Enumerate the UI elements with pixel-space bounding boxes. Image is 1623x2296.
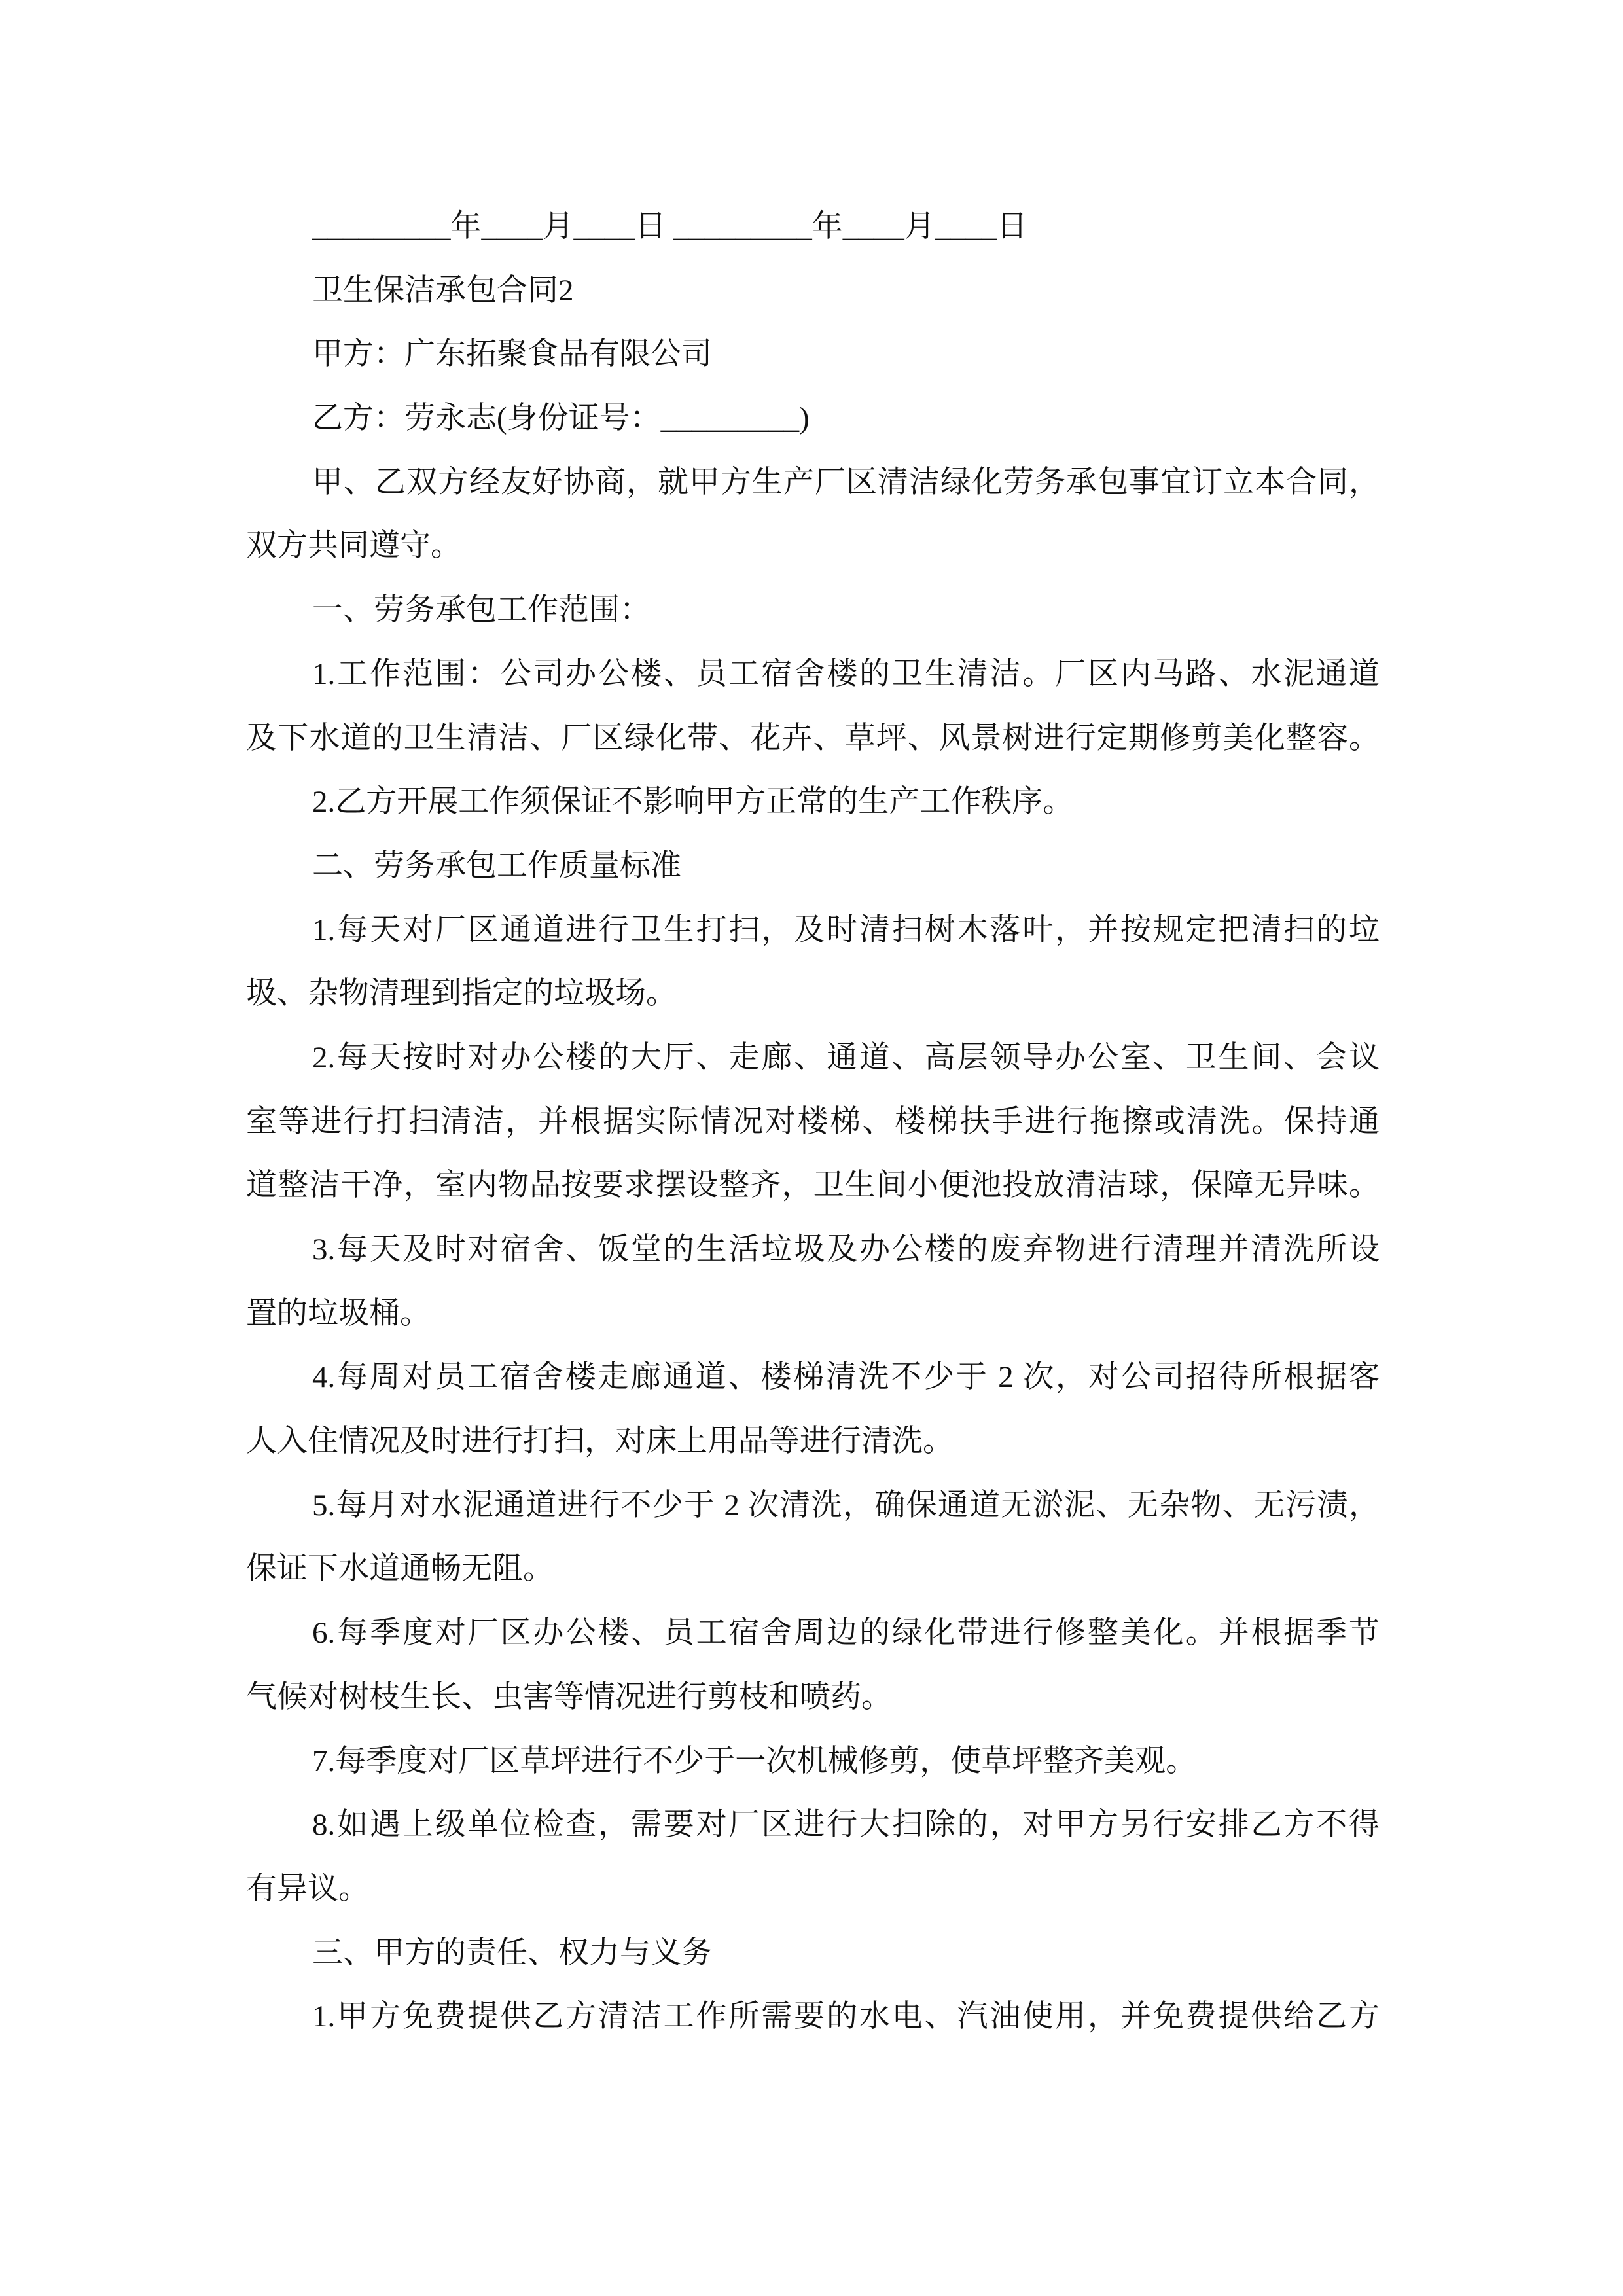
signature-date-line: _________年____月____日 _________年____月____日 <box>312 209 1027 243</box>
clause-line: 2.每天按时对办公楼的大厅、走廊、通道、高层领导办公室、卫生间、会议 <box>312 1040 1380 1075</box>
clause-line: 1.工作范围：公司办公楼、员工宿舍楼的卫生清洁。厂区内马路、水泥通道 <box>312 656 1380 691</box>
clause-line: 及下水道的卫生清洁、厂区绿化带、花卉、草坪、风景树进行定期修剪美化整容。 <box>246 721 1380 755</box>
intro-paragraph-line: 双方共同遵守。 <box>246 529 461 564</box>
clause-line: 3.每天及时对宿舍、饭堂的生活垃圾及办公楼的废弃物进行清理并清洗所设 <box>312 1232 1380 1266</box>
party-a-line: 甲方：广东拓聚食品有限公司 <box>312 337 712 372</box>
intro-paragraph-line: 甲、乙双方经友好协商，就甲方生产厂区清洁绿化劳务承包事宜订立本合同， <box>312 465 1380 499</box>
clause-line: 置的垃圾桶。 <box>246 1296 431 1331</box>
document-body <box>246 195 1380 2049</box>
clause-line: 4.每周对员工宿舍楼走廊通道、楼梯清洗不少于 2 次，对公司招待所根据客 <box>312 1360 1380 1395</box>
clause-line: 8.如遇上级单位检查，需要对厂区进行大扫除的，对甲方另行安排乙方不得 <box>312 1808 1380 1842</box>
clause-line: 1.每天对厂区通道进行卫生打扫，及时清扫树木落叶，并按规定把清扫的垃 <box>312 912 1380 947</box>
clause-line: 人入住情况及时进行打扫，对床上用品等进行清洗。 <box>246 1424 954 1459</box>
clause-line: 1.甲方免费提供乙方清洁工作所需要的水电、汽油使用，并免费提供给乙方 <box>312 2000 1380 2034</box>
clause-line: 道整洁干净，室内物品按要求摆设整齐，卫生间小便池投放清洁球，保障无异味。 <box>246 1168 1380 1203</box>
clause-line: 7.每季度对厂区草坪进行不少于一次机械修剪，使草坪整齐美观。 <box>312 1744 1197 1778</box>
party-b-line: 乙方：劳永志(身份证号：_________) <box>312 401 810 436</box>
section-heading: 三、甲方的责任、权力与义务 <box>312 1935 712 1970</box>
section-heading: 一、劳务承包工作范围： <box>312 593 651 628</box>
contract-title: 卫生保洁承包合同2 <box>312 273 574 308</box>
section-heading: 二、劳务承包工作质量标准 <box>312 848 681 883</box>
clause-line: 保证下水道通畅无阻。 <box>246 1552 554 1587</box>
clause-line: 2.乙方开展工作须保证不影响甲方正常的生产工作秩序。 <box>312 785 1074 819</box>
clause-line: 6.每季度对厂区办公楼、员工宿舍周边的绿化带进行修整美化。并根据季节 <box>312 1616 1380 1651</box>
clause-line: 圾、杂物清理到指定的垃圾场。 <box>246 977 677 1011</box>
clause-line: 5.每月对水泥通道进行不少于 2 次清洗，确保通道无淤泥、无杂物、无污渍， <box>312 1488 1380 1522</box>
clause-line: 气候对树枝生长、虫害等情况进行剪枝和喷药。 <box>246 1679 892 1714</box>
clause-line: 室等进行打扫清洁，并根据实际情况对楼梯、楼梯扶手进行拖擦或清洗。保持通 <box>246 1104 1380 1139</box>
clause-line: 有异议。 <box>246 1871 369 1906</box>
